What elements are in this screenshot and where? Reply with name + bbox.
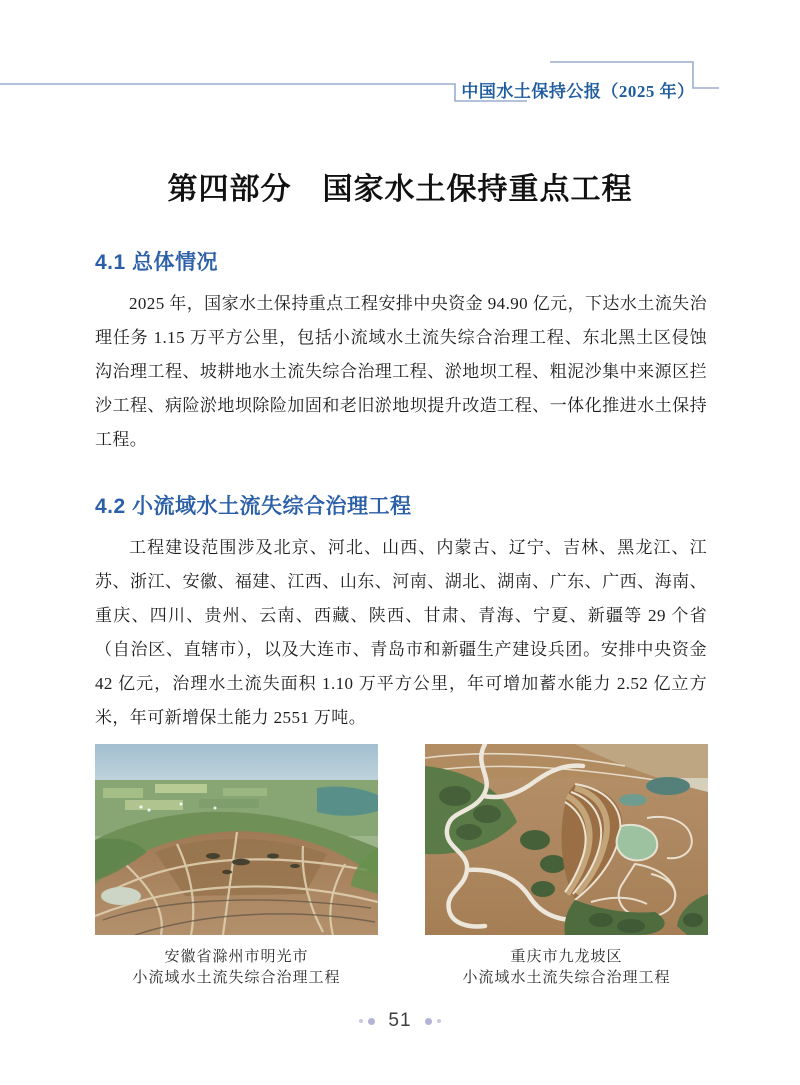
figure-caption-anhui <box>95 946 378 988</box>
figure-caption-chongqing <box>425 946 708 988</box>
figure-chongqing <box>425 744 708 988</box>
running-head-title: 中国水土保持公报（2025 年） <box>461 82 695 101</box>
dot-icon <box>359 1019 363 1023</box>
footer-dots-right <box>425 1018 441 1025</box>
figure-caption-chongqing-line2: 小流域水土流失综合治理工程 <box>462 968 671 986</box>
page-footer <box>0 1006 800 1036</box>
header-decoration-lines <box>0 0 800 120</box>
aerial-photo-chongqing <box>425 744 708 935</box>
footer-dots-left <box>359 1018 375 1025</box>
dot-icon <box>368 1018 375 1025</box>
section-heading-4-2: 4.2 小流域水土流失综合治理工程 <box>95 495 412 518</box>
dot-icon <box>425 1018 432 1025</box>
figure-caption-anhui-line2: 小流域水土流失综合治理工程 <box>132 968 341 986</box>
figure-anhui <box>95 744 378 988</box>
page-title: 第四部分 国家水土保持重点工程 <box>167 172 633 207</box>
figure-caption-chongqing-line1: 重庆市九龙坡区 <box>510 947 623 965</box>
figure-caption-anhui-line1: 安徽省滁州市明光市 <box>164 947 309 965</box>
page-number: 51 <box>388 1010 412 1031</box>
aerial-photo-anhui <box>95 744 378 935</box>
section-paragraph-4-2: 工程建设范围涉及北京、河北、山西、内蒙古、辽宁、吉林、黑龙江、江苏、浙江、安徽、福建、江西、山东、河南、湖北、湖南、广东、广西、海南、重庆、四川、贵州、云南、西藏、陕西、甘肃、青海、宁夏、新疆等 29 个省（自治区、直辖市），以及大连市、青岛市和新疆生产建设兵团。安排中央资金 42 亿元，治理水土流失面积 1.10 万平方公里，年可增加蓄水能力 2.52 亿立方米，年可新增保土能力 2551 万吨。 <box>95 538 707 727</box>
section-heading-4-1: 4.1 总体情况 <box>95 251 219 274</box>
section-paragraph-4-1: 2025 年，国家水土保持重点工程安排中央资金 94.90 亿元，下达水土流失治理任务 1.15 万平方公里，包括小流域水土流失综合治理工程、东北黑土区侵蚀沟治理工程、坡耕地水土流失综合治理工程、淤地坝工程、粗泥沙集中来源区拦沙工程、病险淤地坝除险加固和老旧淤地坝提升改造工程、一体化推进水土保持工程。 <box>95 294 707 449</box>
dot-icon <box>437 1019 441 1023</box>
